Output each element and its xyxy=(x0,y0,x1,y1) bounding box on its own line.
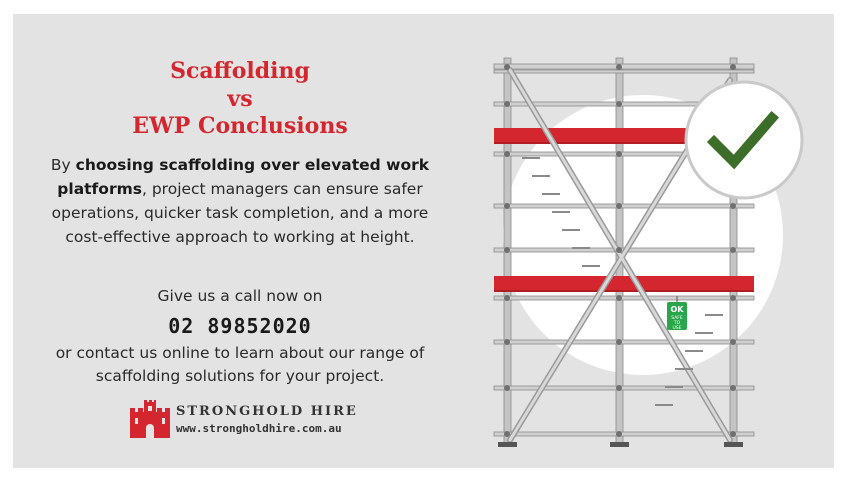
body-text-bold: choosing scaffolding over elevated work platforms xyxy=(57,156,430,198)
tag-to: TO xyxy=(673,321,681,326)
body-text-start: By xyxy=(50,156,76,174)
tag-safe: SAFE xyxy=(671,316,683,321)
brand-logo[interactable] xyxy=(128,400,368,442)
contact-text: or contact us online to learn about our range of scaffolding solutions for your project. xyxy=(55,344,425,385)
castle-logo-icon xyxy=(128,400,172,440)
checkmark-badge xyxy=(686,82,802,198)
tag-use: USE xyxy=(672,326,682,331)
heading-line-1: Scaffolding xyxy=(170,58,310,84)
brand-url[interactable]: www.strongholdhire.com.au xyxy=(176,422,342,435)
body-text-end: , project managers can ensure safer operations, quicker task completion, and a more cost-effective approach to working at height. xyxy=(51,180,429,246)
call-prompt: Give us a call now on xyxy=(157,287,323,305)
body-paragraph xyxy=(40,153,440,249)
heading-line-3: EWP Conclusions xyxy=(132,113,348,139)
scaffold-illustration xyxy=(480,40,810,455)
brand-name: STRONGHOLD HIRE xyxy=(176,404,358,419)
phone-number[interactable]: 02 89852020 xyxy=(168,314,312,338)
heading-line-2: vs xyxy=(227,86,253,112)
tag-ok: OK xyxy=(670,305,684,314)
